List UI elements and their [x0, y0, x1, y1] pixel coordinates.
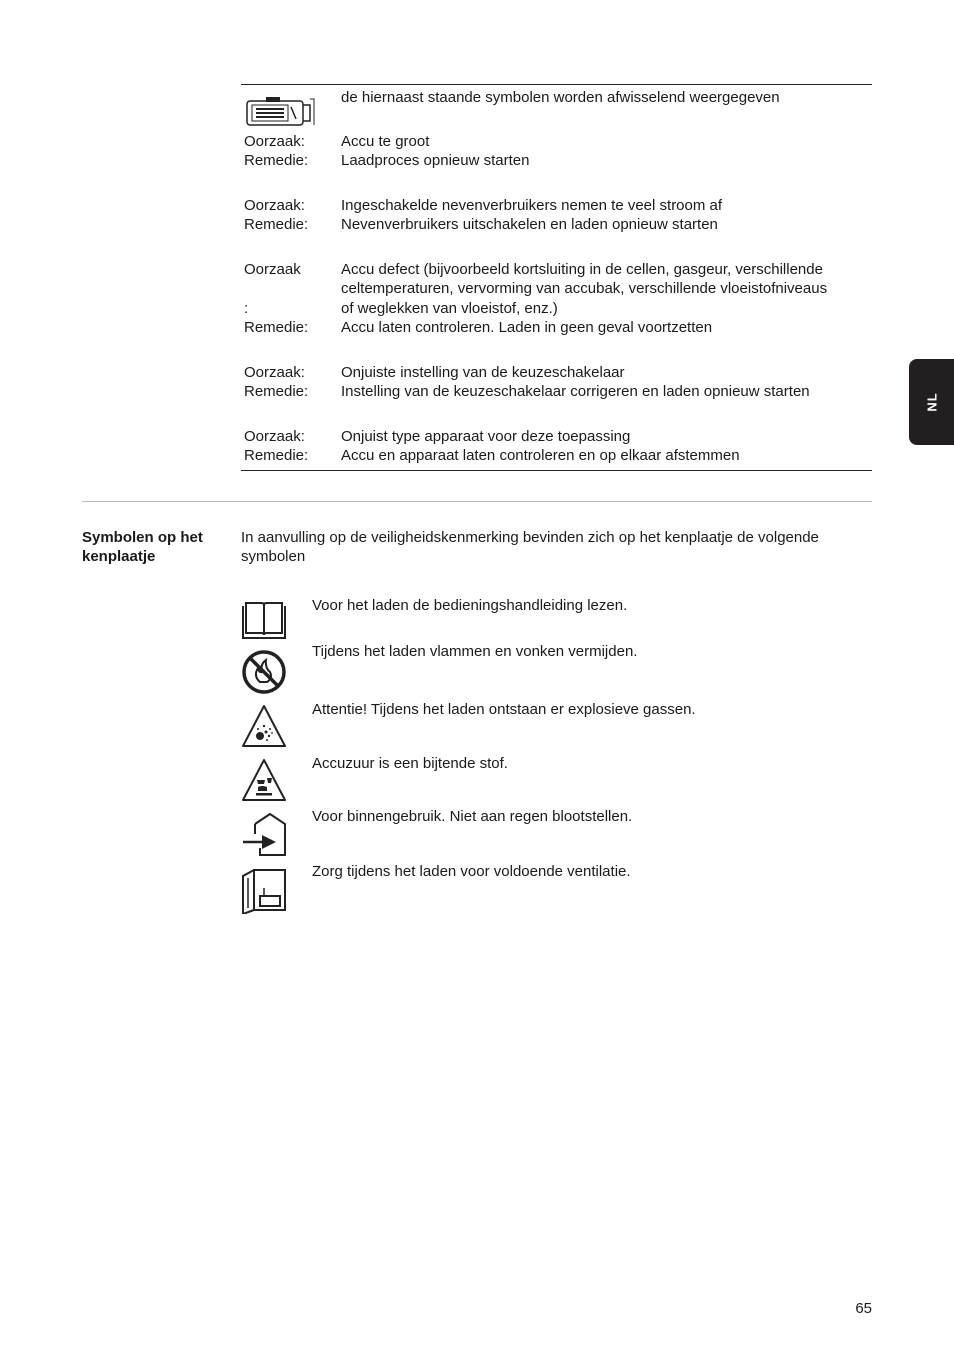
indoor-use-icon	[240, 810, 288, 858]
language-tab	[909, 359, 954, 445]
no-flames-icon	[240, 648, 288, 696]
language-tab-label: NL	[924, 392, 939, 412]
cause-label: Oorzaak:	[244, 197, 305, 214]
remedy-label: Remedie:	[244, 216, 309, 233]
explosive-gas-warning-icon	[240, 702, 288, 750]
section-intro-line: In aanvulling op de veiligheidskenmerking bevinden zich op het kenplaatje de volgende	[241, 529, 819, 546]
ventilation-icon	[240, 866, 288, 914]
section-intro	[241, 528, 866, 566]
table-bottom-rule	[241, 470, 872, 471]
cause-label: Oorzaak:	[244, 133, 305, 150]
cause-label: Oorzaak	[244, 261, 301, 278]
corrosive-warning-icon	[240, 756, 288, 804]
cause-label: Oorzaak:	[244, 428, 305, 445]
table-top-rule	[241, 84, 872, 85]
symbol-text: Voor binnengebruik. Niet aan regen blootstellen.	[312, 808, 633, 825]
cause-label-colon: :	[244, 300, 249, 317]
section-heading-line: Symbolen op het	[82, 529, 203, 546]
section-divider	[82, 501, 872, 502]
charger-display-icon	[244, 95, 320, 129]
page-number: 65	[855, 1300, 872, 1317]
section-heading-line: kenplaatje	[82, 548, 156, 565]
symbol-text: Voor het laden de bedieningshandleiding lezen.	[312, 597, 628, 614]
remedy-text: Accu en apparaat laten controleren en op elkaar afstemmen	[341, 447, 740, 464]
section-intro-line: symbolen	[241, 548, 306, 565]
remedy-label: Remedie:	[244, 447, 309, 464]
cause-text: Ingeschakelde nevenverbruikers nemen te veel stroom af	[341, 197, 723, 214]
manual-book-icon	[240, 598, 288, 646]
remedy-label: Remedie:	[244, 152, 309, 169]
cause-text-line: celtemperaturen, vervorming van accubak, verschillende vloeistofniveaus	[341, 280, 828, 297]
remedy-text: Nevenverbruikers uitschakelen en laden opnieuw starten	[341, 216, 718, 233]
symbol-text: Attentie! Tijdens het laden ontstaan er explosieve gassen.	[312, 701, 696, 718]
cause-text: Accu te groot	[341, 133, 430, 150]
symbol-text: Tijdens het laden vlammen en vonken vermijden.	[312, 643, 638, 660]
section-heading	[82, 528, 232, 566]
cause-text: Onjuist type apparaat voor deze toepassing	[341, 428, 631, 445]
remedy-text: Instelling van de keuzeschakelaar corrigeren en laden opnieuw starten	[341, 383, 810, 400]
symbol-text: Zorg tijdens het laden voor voldoende ventilatie.	[312, 863, 631, 880]
remedy-text: Accu laten controleren. Laden in geen geval voortzetten	[341, 319, 713, 336]
remedy-label: Remedie:	[244, 319, 309, 336]
symbol-text: Accuzuur is een bijtende stof.	[312, 755, 508, 772]
remedy-text: Laadproces opnieuw starten	[341, 152, 530, 169]
cause-text-line: Accu defect (bijvoorbeeld kortsluiting in de cellen, gasgeur, verschillende	[341, 261, 823, 278]
cause-label: Oorzaak:	[244, 364, 305, 381]
cause-text: Onjuiste instelling van de keuzeschakelaar	[341, 364, 625, 381]
cause-text-line: of weglekken van vloeistof, enz.)	[341, 300, 558, 317]
remedy-label: Remedie:	[244, 383, 309, 400]
display-note: de hiernaast staande symbolen worden afwisselend weergegeven	[341, 89, 780, 106]
